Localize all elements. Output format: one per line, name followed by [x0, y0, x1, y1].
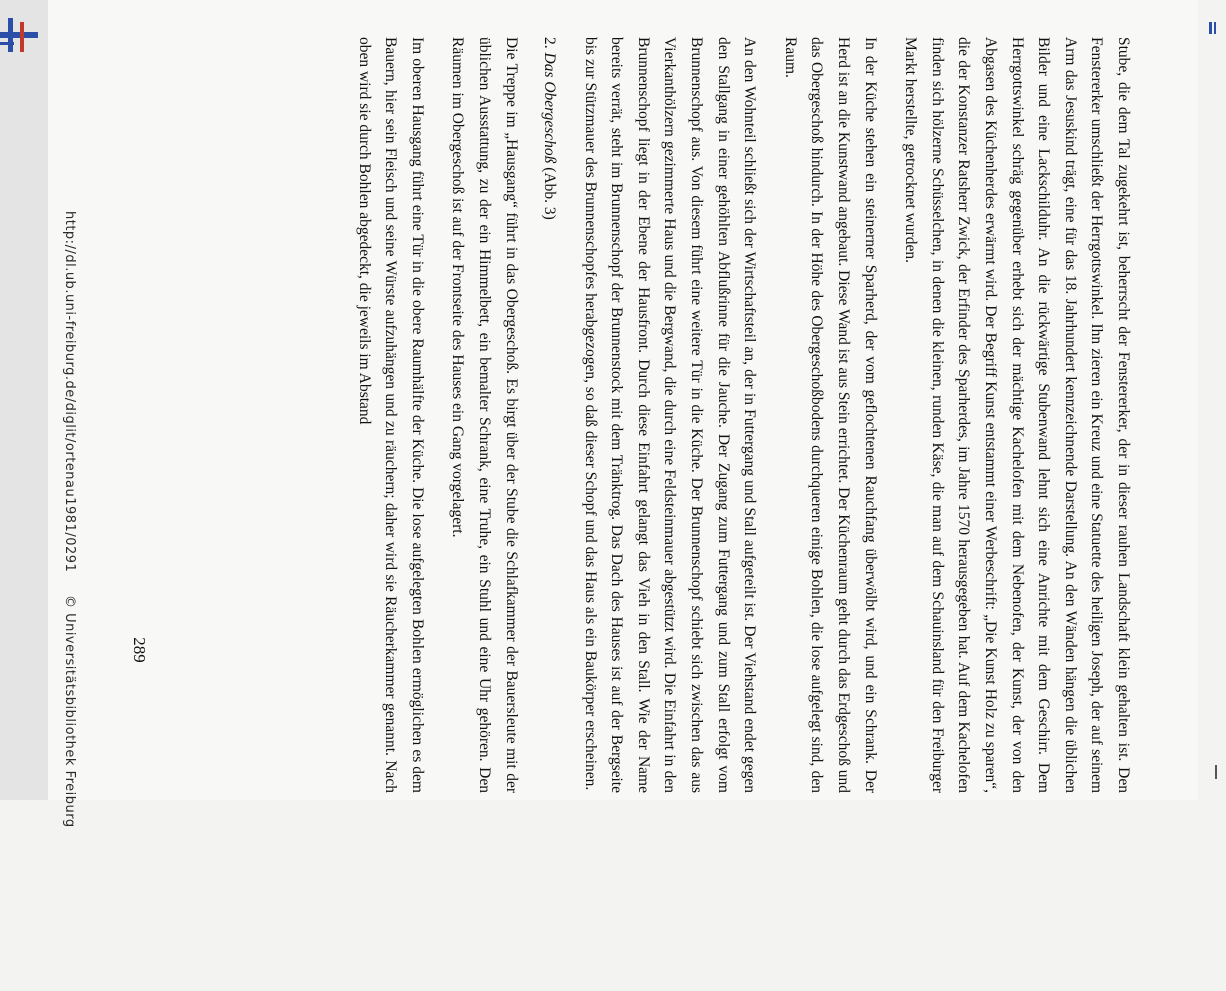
paragraph-kueche: In der Küche stehen ein steinerner Sparherd, der vom geflochtenen Rauchfang überwölbt wird, und ein Schrank. Der Herd ist an die Kunstwand angebaut. Diese Wand ist aus Stein errichtet. Der Küchenraum geht durch das Erdgeschoß und das Obergeschoß hindurch. In der Höhe des Obergeschoßbodens durchqueren einige Bohlen, die lose aufgelegt sind, den Raum.: [781, 37, 879, 793]
sidebar-copyright: © Universitätsbibliothek Freiburg: [62, 594, 77, 828]
paragraph-treppe: Die Treppe im „Hausgang“ führt in das Obergeschoß. Es birgt über der Stube die Schlafkammer der Bauersleute mit der üblichen Ausstattung, zu der ein Himmelbett, ein bemalter Schrank, eine Truhe, ein Stuhl und eine Uhr gehören. Den Räumen im Obergeschoß ist auf der Frontseite des Hauses ein Gang vorgelagert.: [448, 37, 520, 793]
section-figure-ref: (Abb. 3): [540, 167, 558, 220]
viewer-left-strip: [0, 0, 49, 800]
section-heading: [535, 37, 562, 793]
page-text-region: [193, 35, 1138, 795]
scanned-page: [48, 0, 1198, 828]
page-body: [196, 37, 1136, 793]
ub-freiburg-logo-icon[interactable]: [0, 18, 38, 52]
paragraph-stube: Stube, die dem Tal zugekehrt ist, beherrscht der Fenstererker, der in dieser rauhen Landschaft klein gehalten ist. Den Fenstererker umschließt der Herrgottswinkel. Ihn zieren ein Kreuz und eine Statuette des heiligen Joseph, der auf seinem Arm das Jesuskind trägt, eine für das 18. Jahrhundert kennzeichnende Darstellung. An den Wänden hängen die üblichen Bilder und eine Lackschilduhr. An die rückwärtige Stubenwand lehnt sich eine Anrichte mit dem Geschirr. Dem Herrgottswinkel schräg gegenüber erhebt sich der mächtige Kachelofen mit dem Nebenofen, der Kunst, der von den Abgasen des Küchenherdes erwärmt wird. Der Begriff Kunst entstammt einer Werbeschrift: „Die Kunst Holz zu sparen“, die der Konstanzer Ratsherr Zwick, der Erfinder des Sparherdes, im Jahre 1570 herausgegeben hat. Auf dem Kachelofen finden sich hölzerne Schüsselchen, in denen die kleinen, runden Käse, die man auf dem Schauinsland für den Freiburger Markt herstellte, getrocknet wurden.: [901, 37, 1132, 793]
sidebar-url[interactable]: http://dl.ub.uni-freiburg.de/diglit/ortenau1981/0291: [62, 211, 77, 573]
section-title: Das Obergeschoß: [540, 52, 558, 164]
paragraph-wirtschaftsteil: An den Wohnteil schließt sich der Wirtschaftsteil an, der in Futtergang und Stall aufgeteilt ist. Der Viehstand endet gegen den Stallgang in einer gehöhlten Abflußrinne für die Jauche. Der Zugang zum Futtergang und zum Stall erfolgt vom Brunnenschopf aus. Von diesem führt eine weitere Tür in die Küche. Der Brunnenschopf schiebt sich zwischen das aus Vierkanthölzern gezimmerte Haus und die Bergwand, die durch eine Feldsteinmauer abgestützt wird. Die Einfahrt in den Brunnenschopf liegt in der Ebene der Hausfront. Durch diese Einfahrt gelangt das Vieh in den Stall. Wie der Name bereits verrät, steht im Brunnenschopf der Brunnenstock mit dem Tränktrog. Das Dach des Hauses ist auf der Bergseite bis zur Stützmauer des Brunnenschopfes herabgezogen, so daß dieser Schopf und das Haus als ein Baukörper erscheinen.: [581, 37, 758, 793]
section-number: 2.: [540, 37, 558, 49]
paragraph-hausgang: Im oberen Hausgang führt eine Tür in die obere Raumhälfte der Küche. Die lose aufgelegten Bohlen ermöglichen es dem Bauern, hier sein Fleisch und seine Würste aufzuhängen und zu räuchern; daher wird sie Räucherkammer genannt. Nach oben wird sie durch Bohlen abgedeckt, die jeweils im Abstand: [355, 37, 426, 793]
page-number: 289: [129, 637, 149, 663]
right-edge-marks-icon: [1206, 0, 1220, 800]
sidebar-citation: [55, 211, 77, 991]
